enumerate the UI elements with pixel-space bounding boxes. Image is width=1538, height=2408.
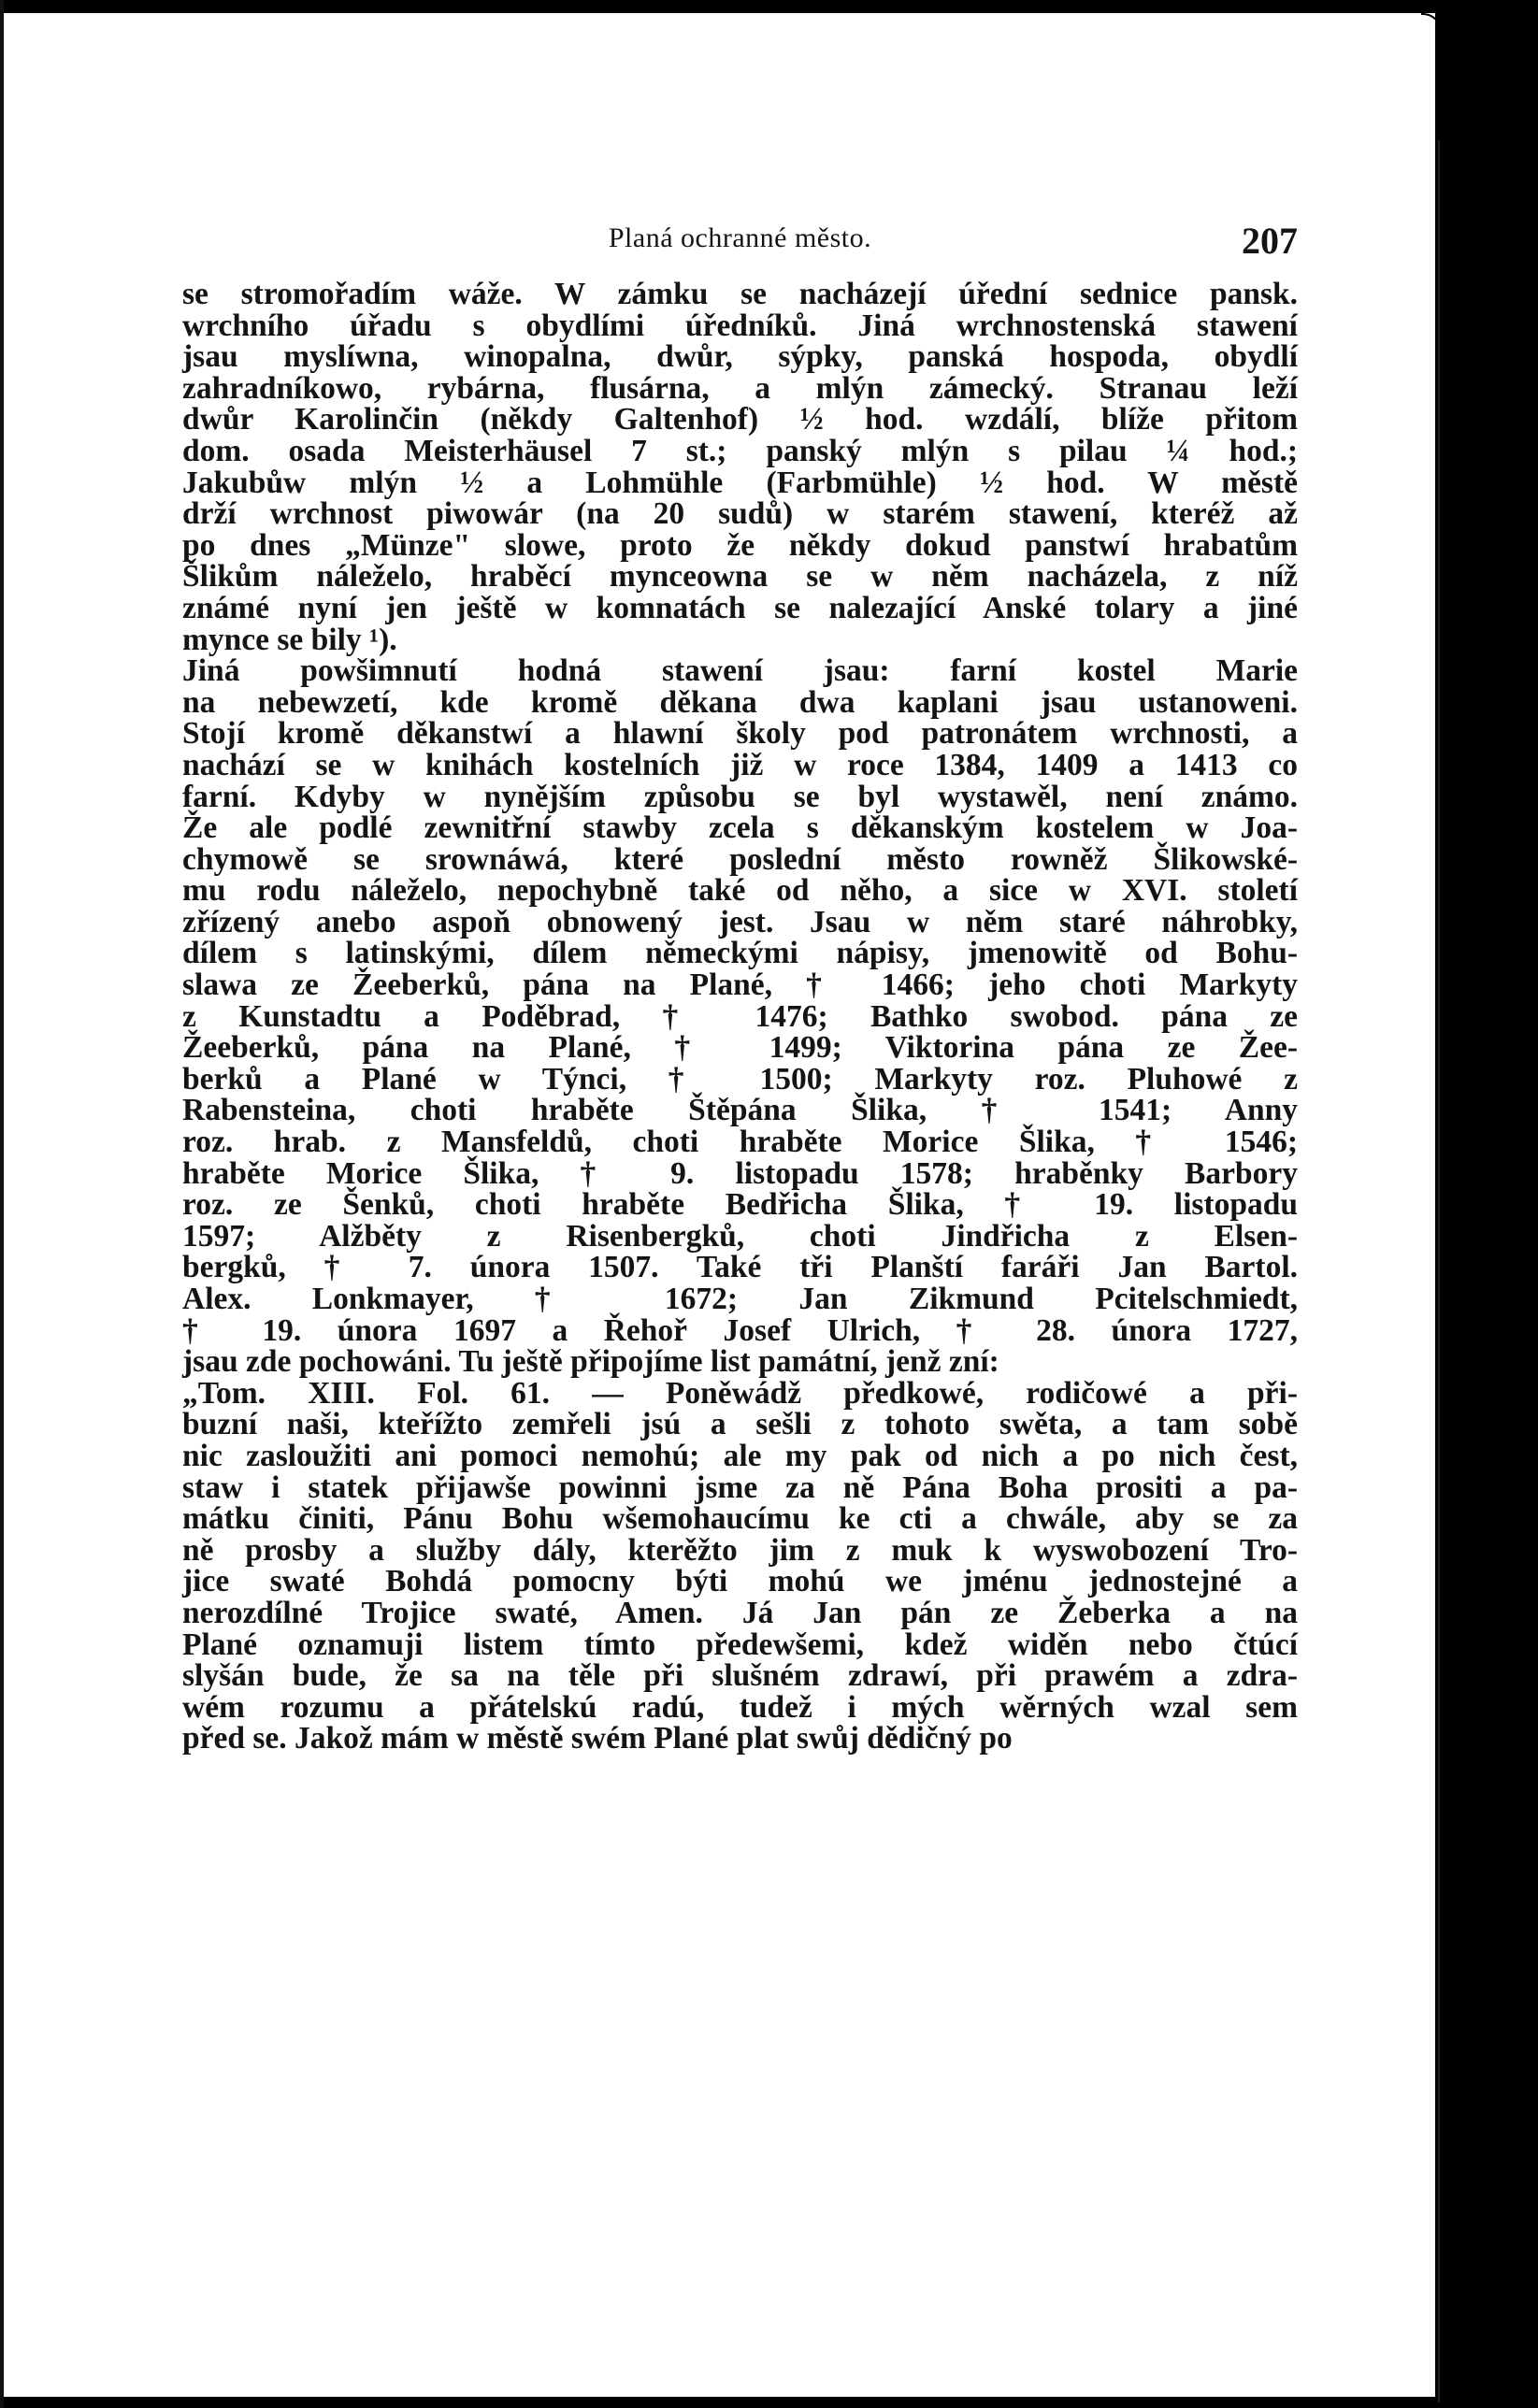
text-line: z Kunstadtu a Poděbrad, † 1476; Bathko swobod. pána ze [182, 998, 1298, 1034]
text-line: Šlikům náleželo, hraběcí mynceowna se w něm nacházela, z níž [182, 559, 1298, 595]
text-line: jsau zde pochowáni. Tu ještě připojíme list památní, jenž zní: [182, 1344, 999, 1380]
text-line: roz. hrab. z Mansfeldů, choti hraběte Morice Šlika, † 1546; [182, 1125, 1298, 1160]
text-line: Plané oznamuji listem tímto předewšemi, kdež widěn nebo čtúcí [182, 1627, 1298, 1662]
text-line: Jiná powšimnutí hodná stawení jsau: farní kostel Marie [182, 653, 1298, 689]
running-title: Planá ochranné město. [608, 222, 872, 253]
text-line: nerozdílné Trojice swaté, Amen. Já Jan pán ze Žeberka a na [182, 1595, 1298, 1630]
text-line: Rabensteina, choti hraběte Štěpána Šlika, † 1541; Anny [182, 1093, 1298, 1128]
text-line: nic zasloužiti ani pomoci nemohú; ale my pak od nich a po nich čest, [182, 1438, 1298, 1473]
text-line: po dnes „Münze" slowe, proto že někdy dokud panstwí hrabatům [182, 527, 1298, 563]
text-line: jice swaté Bohdá pomocny býti mohú we jménu jednostejné a [182, 1564, 1298, 1599]
text-line: Jakubůw mlýn ½ a Lohmühle (Farbmühle) ½ hod. W městě [182, 465, 1298, 500]
text-line: buzní naši, kteřížto zemřeli jsú a sešli z tohoto swěta, a tam sobě [182, 1407, 1298, 1442]
paragraph [182, 279, 1298, 655]
text-line: dílem s latinskými, dílem německými nápisy, jmenowitě od Bohu- [182, 936, 1298, 971]
text-line: wém rozumu a přátelskú radú, tudež i mých wěrných wzal sem [182, 1689, 1298, 1725]
scan-border-right [1435, 0, 1538, 2408]
text-line: roz. ze Šenků, choti hraběte Bedřicha Šlika, † 19. listopadu [182, 1187, 1298, 1223]
scan-border-left [0, 0, 4, 2408]
text-line: Alex. Lonkmayer, † 1672; Jan Zikmund Pcitelschmiedt, [182, 1282, 1298, 1316]
text-line: chymowě se srownáwá, které poslední město rowněž Šlikowské- [182, 841, 1298, 877]
text-line: farní. Kdyby w nynějším způsobu se byl wystawěl, není známo. [182, 779, 1298, 814]
text-line: „Tom. XIII. Fol. 61. — Poněwádž předkowé, rodičowé a při- [182, 1375, 1298, 1411]
text-line: 1597; Alžběty z Risenbergků, choti Jindřicha z Elsen- [182, 1218, 1298, 1254]
paragraph [182, 655, 1298, 1378]
page-fold-line [1438, 140, 1440, 2402]
scan-border-bottom [0, 2397, 1538, 2408]
page-number: 207 [1242, 220, 1298, 262]
text-line: dwůr Karolinčin (někdy Galtenhof) ½ hod. wzdálí, blíže přitom [182, 402, 1298, 437]
text-line: ně prosby a služby dály, kterěžto jim z muk k wyswobození Tro- [182, 1532, 1298, 1568]
text-line: † 19. února 1697 a Řehoř Josef Ulrich, † 28. února 1727, [182, 1312, 1298, 1348]
text-line: Stojí kromě děkanstwí a hlawní školy pod patronátem wrchnosti, a [182, 716, 1298, 752]
text-line: jsau myslíwna, winopalna, dwůr, sýpky, panská hospoda, obydlí [182, 339, 1298, 375]
text-line: slawa ze Žeeberků, pána na Plané, † 1466; jeho choti Markyty [182, 968, 1298, 1003]
text-line: mu rodu náleželo, nepochybně také od něho, a sice w XVI. století [182, 873, 1298, 909]
text-line: mátku činiti, Pánu Bohu wšemohaucímu ke cti a chwále, aby se za [182, 1501, 1298, 1537]
text-line: staw i statek přijawše powinni jsme za ně Pána Boha prositi a pa- [182, 1469, 1298, 1505]
text-line: mynce se bily ¹). [182, 622, 397, 657]
text-line: dom. osada Meisterhäusel 7 st.; panský mlýn s pilau ¼ hod.; [182, 433, 1298, 468]
text-line: drží wrchnost piwowár (na 20 sudů) w starém stawení, kteréž až [182, 496, 1298, 532]
book-page [182, 222, 1298, 1755]
text-line: známé nyní jen ještě w komnatách se nalezající Anské tolary a jiné [182, 590, 1298, 625]
body-text [182, 279, 1298, 1755]
text-line: nachází se w knihách kostelních již w roce 1384, 1409 a 1413 co [182, 747, 1298, 782]
text-line: Že ale podlé zewnitřní stawby zcela s děkanským kostelem w Joa- [182, 810, 1298, 846]
text-line: zahradníkowo, rybárna, flusárna, a mlýn zámecký. Stranau leží [182, 370, 1298, 406]
running-header [182, 222, 1298, 279]
text-line: slyšán bude, že sa na těle při slušném zdrawí, při prawém a zdra- [182, 1658, 1298, 1694]
scan-border-top [0, 0, 1538, 13]
text-line: hraběte Morice Šlika, † 9. listopadu 1578; hraběnky Barbory [182, 1155, 1298, 1191]
text-line: se stromořadím wáže. W zámku se nacházejí úřední sednice pansk. [182, 277, 1298, 311]
text-line: bergků, † 7. února 1507. Také tři Planští faráři Jan Bartol. [182, 1250, 1298, 1285]
text-line: Žeeberků, pána na Plané, † 1499; Viktorina pána ze Žee- [182, 1030, 1298, 1066]
paragraph [182, 1375, 1298, 1756]
text-line: berků a Plané w Týnci, † 1500; Markyty roz. Pluhowé z [182, 1061, 1298, 1096]
text-line: zřízený anebo aspoň obnowený jest. Jsau w něm staré náhrobky, [182, 904, 1298, 939]
text-line: wrchního úřadu s obydlími úředníků. Jiná wrchnostenská stawení [182, 308, 1298, 343]
text-line: na nebewzetí, kde kromě děkana dwa kaplani jsau ustanoweni. [182, 684, 1298, 720]
text-line: před se. Jakož mám w městě swém Plané plat swůj dědičný po [182, 1721, 1013, 1756]
